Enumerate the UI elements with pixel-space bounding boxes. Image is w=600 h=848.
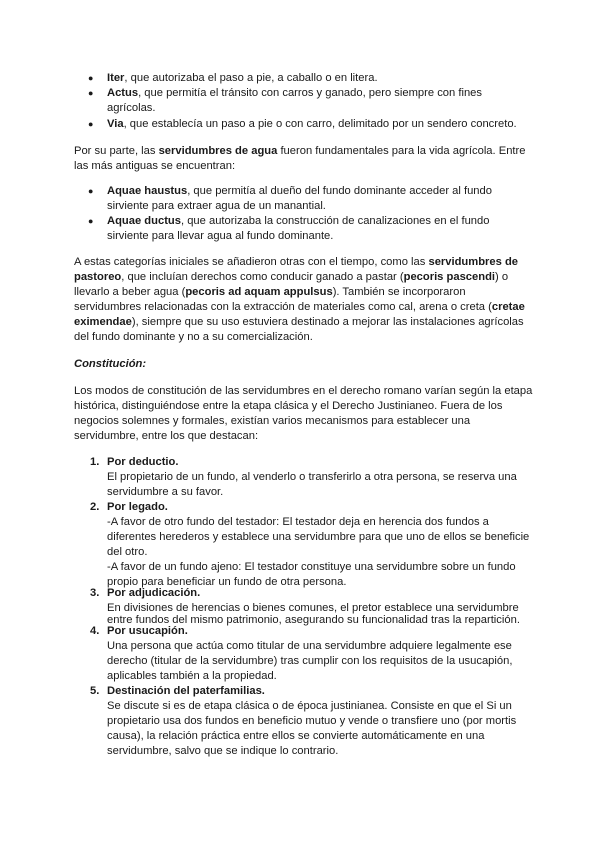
paragraph-pastoreo-l6: del fundo dominante y no a su comercialización. — [74, 331, 313, 343]
paragraph-constitucion-l1: Los modos de constitución de las servidumbres en el derecho romano varían según la etapa — [74, 385, 533, 397]
list-number: 2. — [90, 501, 100, 513]
list-number: 1. — [90, 456, 100, 468]
paragraph-constitucion-l4: servidumbre, entre los que destacan: — [74, 430, 259, 442]
paragraph-constitucion-l2: histórica, distinguiéndose entre la etapa clásica y el Derecho Justinianeo. Fuera de los — [74, 400, 503, 412]
modo-text: del otro. — [107, 546, 148, 558]
modo-title: Por adjudicación. — [107, 587, 201, 599]
paragraph-pastoreo-l3: llevarlo a beber agua (pecoris ad aquam appulsus). También se incorporaron — [74, 286, 466, 298]
modo-text: -A favor de un fundo ajeno: El testador constituye una servidumbre sobre un fundo — [107, 561, 516, 573]
paragraph-pastoreo-l5: eximendae), siempre que su uso estuviera destinado a mejorar las instalaciones agrícolas — [74, 316, 524, 328]
bullet-icon: ● — [88, 186, 94, 196]
list-number: 4. — [90, 625, 100, 637]
paragraph-pastoreo-l4: servidumbres relacionadas con la extracción de materiales como cal, arena o creta (cretae — [74, 301, 525, 313]
list-number: 5. — [90, 685, 100, 697]
list-item-aquae-haustus: Aquae haustus, que permitía al dueño del fundo dominante acceder al fundo — [107, 185, 492, 197]
modo-title: Por legado. — [107, 501, 168, 513]
modo-text: -A favor de otro fundo del testador: El testador deja en herencia dos fundos a — [107, 516, 489, 528]
modo-text: entre fundos del mismo patrimonio, asegurando su funcionalidad tras la repartición. — [107, 614, 520, 626]
list-item-aquae-haustus-cont: sirviente para extraer agua de un manantial. — [107, 200, 326, 212]
list-item-actus-cont: agrícolas. — [107, 102, 156, 114]
paragraph-pastoreo-l2: pastoreo, que incluían derechos como conducir ganado a pastar (pecoris pascendi) o — [74, 271, 509, 283]
bullet-icon: ● — [88, 73, 94, 83]
list-number: 3. — [90, 587, 100, 599]
modo-title: Por usucapión. — [107, 625, 188, 637]
modo-text: En divisiones de herencias o bienes comunes, el pretor establece una servidumbre — [107, 602, 519, 614]
modo-text: servidumbre, salvo que se indique lo contrario. — [107, 745, 339, 757]
section-heading: Constitución: — [74, 358, 147, 370]
modo-text: propio para beneficiar un fundo de otra persona. — [107, 576, 347, 588]
modo-text: Una persona que actúa como titular de una servidumbre adquiere legalmente ese — [107, 640, 512, 652]
modo-text: causa), la relación práctica entre ellos se convierte automáticamente en una — [107, 730, 485, 742]
modo-text: derecho (titular de la servidumbre) tras cumplir con los requisitos de la usucapión, — [107, 655, 513, 667]
modo-text: El propietario de un fundo, al venderlo o transferirlo a otra persona, se reserva una — [107, 471, 517, 483]
paragraph-constitucion-l3: negocios solemnes y formales, existían varios mecanismos para establecer una — [74, 415, 471, 427]
paragraph-agua-line2: las más antiguas se encuentran: — [74, 160, 236, 172]
modo-text: propietario usa dos fundos en beneficio mutuo y vende o transfiere uno (por mortis — [107, 715, 517, 727]
list-item-via: Via, que establecía un paso a pie o con carro, delimitado por un sendero concreto. — [107, 118, 517, 130]
modo-text: diferentes herederos y establece una servidumbre para que uno de ellos se beneficie — [107, 531, 530, 543]
list-item-aquae-ductus: Aquae ductus, que autorizaba la construcción de canalizaciones en el fundo — [107, 215, 490, 227]
list-item-aquae-ductus-cont: sirviente para llevar agua al fundo dominante. — [107, 230, 334, 242]
paragraph-agua: Por su parte, las servidumbres de agua fueron fundamentales para la vida agrícola. Entre — [74, 145, 526, 157]
bullet-icon: ● — [88, 216, 94, 226]
bullet-icon: ● — [88, 88, 94, 98]
modo-text: Se discute si es de etapa clásica o de época justinianea. Consiste en que el Si un — [107, 700, 512, 712]
modo-title: Por deductio. — [107, 456, 179, 468]
list-item-iter: Iter, que autorizaba el paso a pie, a caballo o en litera. — [107, 72, 378, 84]
modo-text: aplicables también a la propiedad. — [107, 670, 277, 682]
paragraph-pastoreo-l1: A estas categorías iniciales se añadieron otras con el tiempo, como las servidumbres de — [74, 256, 519, 268]
bullet-icon: ● — [88, 119, 94, 129]
modo-text: servidumbre a su favor. — [107, 486, 224, 498]
modo-title: Destinación del paterfamilias. — [107, 685, 265, 697]
list-item-actus: Actus, que permitía el tránsito con carros y ganado, pero siempre con fines — [107, 87, 482, 99]
